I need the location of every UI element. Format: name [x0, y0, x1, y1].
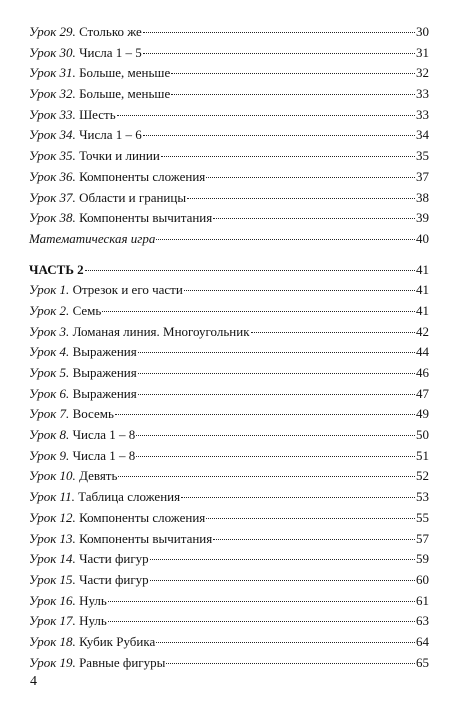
- dot-leader: [156, 642, 415, 643]
- dot-leader: [171, 73, 415, 74]
- toc-entry: [29, 529, 429, 550]
- toc-entry-page: 63: [416, 613, 429, 629]
- toc-entry-label: [29, 466, 117, 487]
- toc-entry-label: [29, 43, 142, 64]
- toc-entry: [29, 125, 429, 146]
- lesson-number: Урок 36.: [29, 168, 76, 184]
- toc-entry-page: 53: [416, 489, 429, 505]
- toc-entry-label: [29, 22, 142, 43]
- lesson-number: Урок 1.: [29, 282, 70, 298]
- lesson-title: Столько же: [79, 24, 142, 39]
- toc-entry-label: [29, 446, 135, 467]
- section-gap: [29, 250, 429, 260]
- toc-entry-page: 52: [416, 468, 429, 484]
- toc-entry-page: 64: [416, 633, 429, 649]
- dot-leader: [213, 539, 415, 540]
- toc-entry-page: 41: [416, 302, 429, 318]
- lesson-number: Урок 37.: [29, 189, 76, 205]
- toc-entry-label: [29, 146, 160, 167]
- dot-leader: [156, 239, 415, 240]
- toc-entry-label: [29, 322, 250, 343]
- toc-entry-math-game: [29, 229, 429, 250]
- lesson-title: Таблица сложения: [78, 489, 181, 505]
- dot-leader: [108, 621, 415, 622]
- lesson-title: Больше, меньше: [79, 86, 171, 102]
- toc-entry-page: 60: [416, 571, 429, 587]
- lesson-title: Нуль: [79, 613, 107, 629]
- toc-entry-page: 61: [416, 592, 429, 608]
- lesson-number: Урок 19.: [29, 654, 76, 670]
- dot-leader: [150, 559, 415, 560]
- part-heading-page: 41: [416, 261, 429, 277]
- toc-entry-page: 59: [416, 551, 429, 567]
- lesson-title: Больше, меньше: [79, 65, 171, 81]
- lesson-number: Урок 5.: [29, 365, 70, 380]
- dot-leader: [171, 94, 415, 95]
- lesson-number: Урок 29.: [29, 24, 76, 39]
- toc-entry: [29, 167, 429, 188]
- dot-leader: [251, 332, 415, 333]
- toc-entry-page: 30: [416, 24, 429, 39]
- toc-entry: [29, 466, 429, 487]
- toc-entry-label: [29, 529, 212, 550]
- lesson-number: Урок 16.: [29, 592, 76, 608]
- dot-leader: [143, 135, 415, 136]
- toc-entry: [29, 363, 429, 384]
- dot-leader: [181, 497, 415, 498]
- toc-entry-page: 32: [416, 65, 429, 81]
- toc-entry-label: [29, 125, 142, 146]
- toc-entry-label: [29, 404, 114, 425]
- dot-leader: [108, 601, 415, 602]
- lesson-number: Урок 14.: [29, 551, 76, 567]
- toc-entry-page: 39: [416, 210, 429, 226]
- table-of-contents: [29, 22, 429, 673]
- toc-entry-label: [29, 549, 149, 570]
- toc-entry-label: [29, 105, 116, 126]
- lesson-number: Урок 31.: [29, 65, 76, 81]
- toc-entry-label: [29, 363, 137, 384]
- toc-entry-page: 57: [416, 530, 429, 546]
- dot-leader: [138, 373, 415, 374]
- dot-leader: [206, 177, 415, 178]
- toc-entry-page: 65: [416, 654, 429, 670]
- dot-leader: [118, 476, 415, 477]
- toc-entry-title: Математическая игра: [29, 230, 156, 246]
- lesson-title: Точки и линии: [79, 148, 160, 164]
- dot-leader: [166, 663, 415, 664]
- toc-entry: [29, 84, 429, 105]
- lesson-title: Равные фигуры: [79, 654, 166, 670]
- lesson-number: Урок 18.: [29, 633, 76, 649]
- toc-entry-label: [29, 611, 107, 632]
- lesson-title: Выражения: [72, 365, 137, 380]
- toc-entry: [29, 446, 429, 467]
- lesson-number: Урок 38.: [29, 210, 76, 226]
- toc-part2-list: [29, 280, 429, 673]
- toc-entry: [29, 570, 429, 591]
- toc-entry-label: [29, 570, 149, 591]
- lesson-title: Части фигур: [79, 551, 149, 567]
- dot-leader: [184, 290, 415, 291]
- toc-entry-page: 49: [416, 406, 429, 422]
- lesson-number: Урок 17.: [29, 613, 76, 629]
- lesson-title: Семь: [72, 302, 102, 318]
- toc-entry: [29, 404, 429, 425]
- toc-entry-page: 38: [416, 189, 429, 205]
- toc-entry-label: [29, 188, 186, 209]
- lesson-title: Части фигур: [79, 571, 149, 587]
- lesson-number: Урок 10.: [29, 468, 76, 484]
- toc-entry-page: 50: [416, 427, 429, 443]
- toc-entry-label: [29, 425, 135, 446]
- lesson-number: Урок 35.: [29, 148, 76, 164]
- toc-entry: [29, 549, 429, 570]
- lesson-title: Числа 1 – 5: [79, 44, 142, 60]
- lesson-title: Отрезок и его части: [72, 282, 183, 298]
- toc-entry-page: 40: [416, 230, 429, 246]
- lesson-title: Компоненты сложения: [79, 168, 206, 184]
- dot-leader: [206, 518, 415, 519]
- toc-entry: [29, 43, 429, 64]
- toc-entry-page: 46: [416, 365, 429, 380]
- lesson-number: Урок 34.: [29, 127, 76, 143]
- page-number: 4: [30, 674, 37, 689]
- dot-leader: [85, 270, 415, 271]
- lesson-title: Кубик Рубика: [79, 633, 156, 649]
- lesson-number: Урок 9.: [29, 447, 70, 463]
- lesson-number: Урок 6.: [29, 385, 70, 401]
- lesson-title: Числа 1 – 8: [72, 427, 136, 443]
- lesson-number: Урок 3.: [29, 323, 70, 339]
- lesson-number: Урок 2.: [29, 302, 70, 318]
- toc-entry: [29, 342, 429, 363]
- lesson-title: Числа 1 – 8: [72, 447, 136, 463]
- toc-entry-page: 33: [416, 106, 429, 122]
- toc-entry-label: [29, 208, 212, 229]
- part-heading-title: ЧАСТЬ 2: [29, 261, 84, 277]
- toc-entry: [29, 425, 429, 446]
- dot-leader: [138, 394, 415, 395]
- lesson-title: Выражения: [72, 385, 137, 401]
- toc-entry: [29, 611, 429, 632]
- dot-leader: [115, 414, 415, 415]
- lesson-number: Урок 33.: [29, 106, 76, 122]
- lesson-number: Урок 4.: [29, 344, 70, 360]
- toc-part1-list: [29, 22, 429, 229]
- dot-leader: [136, 435, 415, 436]
- toc-entry-page: 41: [416, 282, 429, 298]
- lesson-number: Урок 30.: [29, 44, 76, 60]
- toc-entry-label: [29, 384, 137, 405]
- toc-entry-page: 31: [416, 44, 429, 60]
- dot-leader: [136, 456, 415, 457]
- lesson-title: Числа 1 – 6: [79, 127, 142, 143]
- toc-entry: [29, 487, 429, 508]
- dot-leader: [138, 352, 415, 353]
- toc-entry-page: 33: [416, 86, 429, 102]
- toc-entry-page: 34: [416, 127, 429, 143]
- toc-entry-page: 44: [416, 344, 429, 360]
- toc-entry: [29, 653, 429, 674]
- lesson-title: Девять: [79, 468, 118, 484]
- dot-leader: [150, 580, 415, 581]
- dot-leader: [213, 218, 415, 219]
- dot-leader: [102, 311, 415, 312]
- dot-leader: [143, 53, 415, 54]
- lesson-title: Нуль: [79, 592, 107, 608]
- toc-entry-label: [29, 591, 107, 612]
- toc-part2-heading: [29, 260, 429, 281]
- toc-entry-label: [29, 632, 155, 653]
- lesson-title: Области и границы: [79, 189, 187, 205]
- toc-entry: [29, 508, 429, 529]
- toc-entry: [29, 105, 429, 126]
- lesson-number: Урок 15.: [29, 571, 76, 587]
- toc-entry: [29, 301, 429, 322]
- toc-entry: [29, 384, 429, 405]
- toc-entry-page: 42: [416, 323, 429, 339]
- toc-entry-page: 51: [416, 447, 429, 463]
- lesson-title: Восемь: [72, 406, 114, 422]
- lesson-title: Компоненты вычитания: [79, 530, 213, 546]
- toc-entry: [29, 63, 429, 84]
- toc-entry-label: [29, 167, 205, 188]
- toc-entry: [29, 280, 429, 301]
- lesson-title: Шесть: [79, 106, 116, 122]
- lesson-number: Урок 12.: [29, 509, 76, 525]
- lesson-number: Урок 7.: [29, 406, 70, 422]
- lesson-title: Компоненты сложения: [79, 509, 206, 525]
- toc-entry-label: [29, 653, 165, 674]
- toc-entry-page: 37: [416, 168, 429, 184]
- lesson-title: Компоненты вычитания: [79, 210, 213, 226]
- toc-entry-label: [29, 342, 137, 363]
- toc-entry: [29, 22, 429, 43]
- toc-entry: [29, 591, 429, 612]
- toc-entry-label: [29, 280, 183, 301]
- lesson-number: Урок 32.: [29, 86, 76, 102]
- dot-leader: [143, 32, 415, 33]
- toc-entry: [29, 146, 429, 167]
- lesson-title: Выражения: [72, 344, 137, 360]
- toc-entry: [29, 188, 429, 209]
- toc-entry: [29, 322, 429, 343]
- toc-entry: [29, 208, 429, 229]
- toc-entry-page: 55: [416, 509, 429, 525]
- toc-entry-label: [29, 301, 101, 322]
- toc-entry-page: 35: [416, 148, 429, 164]
- toc-entry-page: 47: [416, 385, 429, 401]
- dot-leader: [117, 115, 415, 116]
- toc-entry-label: [29, 487, 180, 508]
- lesson-number: Урок 8.: [29, 427, 70, 443]
- toc-entry-label: [29, 63, 170, 84]
- lesson-number: Урок 11.: [29, 489, 75, 505]
- lesson-title: Ломаная линия. Многоугольник: [72, 323, 250, 339]
- toc-entry: [29, 632, 429, 653]
- dot-leader: [161, 156, 415, 157]
- toc-entry-label: [29, 84, 170, 105]
- lesson-number: Урок 13.: [29, 530, 76, 546]
- dot-leader: [187, 198, 415, 199]
- toc-entry-label: [29, 508, 205, 529]
